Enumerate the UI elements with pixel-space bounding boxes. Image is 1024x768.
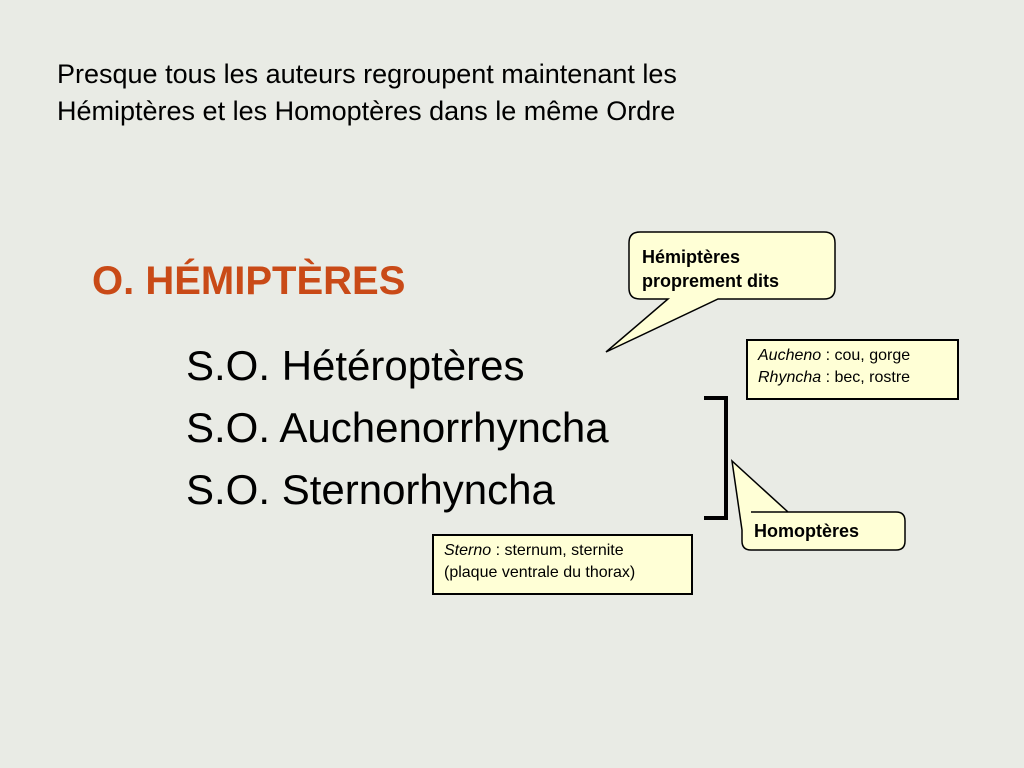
callout-hemipteres-text	[642, 245, 779, 293]
intro-line-2: Hémiptères et les Homoptères dans le même Ordre	[57, 96, 676, 126]
order-title: O. HÉMIPTÈRES	[92, 259, 406, 303]
suborder-heteropteres: S.O. Hétéroptères	[186, 342, 525, 389]
intro-line-1: Presque tous les auteurs regroupent maintenant les	[57, 59, 677, 89]
suborder-auchenorrhyncha: S.O. Auchenorrhyncha	[186, 404, 609, 451]
etymology-box-sternorhyncha	[432, 534, 693, 595]
term-rhyncha: Rhyncha	[758, 369, 822, 386]
def-rhyncha: : bec, rostre	[821, 369, 911, 386]
def-sterno-detail: (plaque ventrale du thorax)	[444, 564, 636, 581]
term-aucheno: Aucheno	[758, 347, 822, 364]
callout-homopteres-text: Homoptères	[754, 521, 860, 541]
callout-hemipteres-line-2: proprement dits	[642, 271, 780, 291]
def-sterno: : sternum, sternite	[491, 542, 624, 559]
callout-hemipteres-line-1: Hémiptères	[642, 247, 741, 267]
etymology-box-auchenorrhyncha	[746, 339, 959, 400]
def-aucheno: : cou, gorge	[821, 347, 911, 364]
term-sterno: Sterno	[444, 542, 492, 559]
homopteres-bracket	[704, 398, 726, 518]
suborder-sternorhyncha: S.O. Sternorhyncha	[186, 466, 555, 513]
